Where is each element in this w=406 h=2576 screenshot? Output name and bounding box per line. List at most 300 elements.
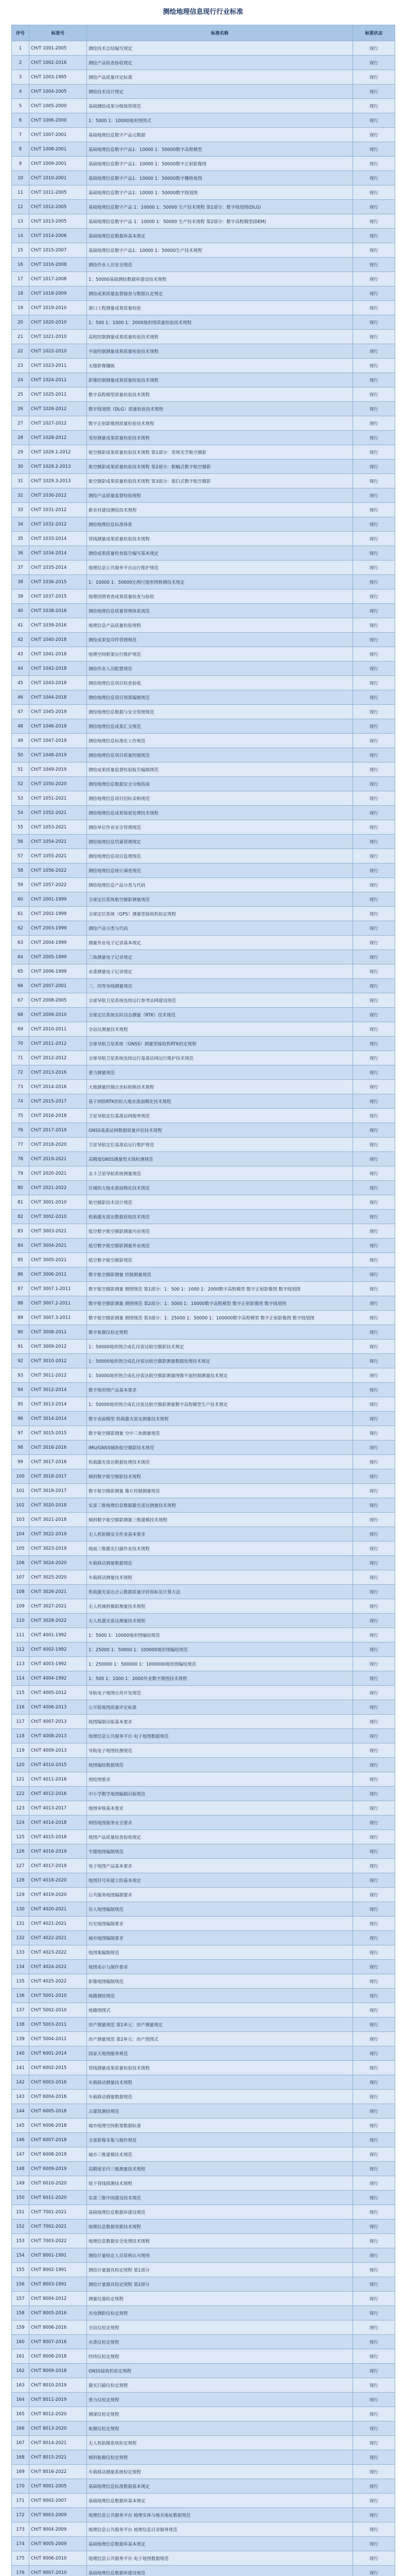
cell-status: 现行 [353,1585,395,1599]
cell-status: 现行 [353,705,395,719]
cell-status: 现行 [353,1051,395,1065]
cell-no: 164 [12,2393,29,2407]
table-row [12,1138,395,1152]
cell-name: 基础地理信息数据库建设规范 [87,2566,353,2576]
cell-status: 现行 [353,503,395,517]
cell-code: CH/T 6011-2020 [29,2191,87,2205]
cell-code: CH/T 1008-2001 [29,142,87,157]
cell-name: 测绘产品检查验收规定 [87,56,353,70]
cell-no: 10 [12,171,29,185]
cell-code: CH/T 2005-1999 [29,950,87,964]
cell-code: CH/T 2001-1999 [29,892,87,907]
table-row [12,1902,395,1917]
cell-no: 5 [12,99,29,113]
cell-name: 测绘地理信息项目检查验收 [87,676,353,690]
cell-status: 现行 [353,1253,395,1267]
cell-name: 测绘产品质量评定标准 [87,70,353,84]
cell-code: CH/T 1014-2006 [29,229,87,243]
table-row [12,2292,395,2306]
cell-status: 现行 [353,892,395,907]
cell-no: 36 [12,546,29,561]
cell-code: CH/T 1015-2007 [29,243,87,258]
cell-no: 125 [12,1830,29,1844]
cell-name: 地理空间框架运行维护规范 [87,647,353,662]
cell-code: CH/T 2007-2001 [29,979,87,993]
cell-no: 41 [12,618,29,633]
cell-name: 1：50000地形图合成孔径雷达航空摄影测量图像平面控制测量技术规定 [87,1368,353,1383]
cell-no: 32 [12,488,29,503]
table-row [12,964,395,979]
table-row [12,1844,395,1859]
cell-name: 基础地理信息标准数据基本规定 [87,2479,353,2494]
cell-no: 131 [12,1917,29,1931]
cell-code: CH/T 4003-1992 [29,1657,87,1671]
cell-status: 现行 [353,1513,395,1527]
cell-code: CH/T 6008-2019 [29,2147,87,2162]
cell-code: CH/T 1037-2015 [29,589,87,604]
cell-code: CH/T 3016-2016 [29,1440,87,1455]
table-row [12,2479,395,2494]
cell-code: CH/T 1013-2005 [29,214,87,229]
table-row [12,2551,395,2566]
cell-no: 7 [12,128,29,142]
cell-status: 现行 [353,1541,395,1556]
table-row [12,921,395,936]
cell-name: 高精度室内三维测量技术规程 [87,2162,353,2176]
cell-status: 现行 [353,2494,395,2508]
table-row [12,561,395,575]
cell-no: 59 [12,878,29,892]
cell-status: 现行 [353,1686,395,1700]
cell-status: 现行 [353,1873,395,1888]
cell-name: 测绘地理信息成果汇交规范 [87,719,353,734]
table-row [12,1686,395,1700]
cell-no: 78 [12,1152,29,1166]
cell-no: 99 [12,1455,29,1469]
cell-name: 地籍测绘规范 [87,1989,353,2003]
cell-name: 重力测量规范 [87,1065,353,1080]
cell-name: 航空摄影成果质量检验技术规程 第2部分：框幅式数字航空摄影 [87,460,353,474]
cell-no: 171 [12,2494,29,2508]
cell-no: 132 [12,1931,29,1945]
cell-name: 测绘成果质量监督检验报告编制规范 [87,762,353,777]
cell-code: CH/T 1041-2018 [29,647,87,662]
table-row [12,2494,395,2508]
cell-status: 现行 [353,128,395,142]
cell-status: 现行 [353,532,395,546]
cell-no: 159 [12,2320,29,2335]
table-row [12,1758,395,1772]
table-row [12,1801,395,1816]
cell-code: CH/T 1028-2012 [29,431,87,445]
cell-status: 现行 [353,2537,395,2551]
cell-code: CH/T 8009-2018 [29,2364,87,2378]
table-row [12,1152,395,1166]
cell-no: 113 [12,1657,29,1671]
cell-name: 公开版地图质量评定标准 [87,1700,353,1715]
cell-no: 105 [12,1541,29,1556]
cell-name: 测绘计量检定人员资格认可规则 [87,2248,353,2263]
cell-name: 车载移动测量系统检定规程 [87,2465,353,2479]
cell-name: 地面三维激光扫描作业技术规程 [87,1541,353,1556]
cell-no: 95 [12,1397,29,1412]
cell-no: 106 [12,1556,29,1570]
cell-no: 130 [12,1902,29,1917]
cell-status: 现行 [353,1614,395,1628]
cell-name: 测绘成果质量监督抽查与数据认定规定 [87,286,353,301]
table-row [12,488,395,503]
cell-name: 测绘产品分类与代码 [87,921,353,936]
cell-code: CH/T 2010-2011 [29,1022,87,1037]
table-row [12,503,395,517]
cell-name: 地籍图图式 [87,2003,353,2018]
cell-status: 现行 [353,734,395,748]
cell-no: 18 [12,286,29,301]
table-row [12,1527,395,1541]
cell-status: 现行 [353,373,395,387]
cell-status: 现行 [353,561,395,575]
cell-status: 现行 [353,258,395,272]
table-row [12,1743,395,1758]
cell-code: CH/T 4006-2013 [29,1700,87,1715]
cell-name: 地理信息数据安全处理技术规程 [87,2234,353,2248]
cell-status: 现行 [353,1844,395,1859]
cell-status: 现行 [353,2378,395,2393]
cell-status: 现行 [353,243,395,258]
cell-no: 157 [12,2292,29,2306]
cell-name: 测绘作业人员配置规范 [87,662,353,676]
cell-name: 地理信息产品质量检验规程 [87,618,353,633]
table-row [12,1974,395,1989]
cell-no: 109 [12,1599,29,1614]
cell-no: 163 [12,2378,29,2393]
table-row [12,2537,395,2551]
cell-no: 154 [12,2248,29,2263]
table-row [12,979,395,993]
cell-no: 165 [12,2407,29,2421]
cell-code: CH/T 1054-2021 [29,835,87,849]
cell-code: CH/T 6004-2016 [29,2090,87,2104]
cell-name: 测绘地理信息成果保密处理技术规程 [87,806,353,820]
cell-code: CH/T 9003-2009 [29,2508,87,2522]
cell-status: 现行 [353,517,395,532]
cell-status: 现行 [353,1325,395,1340]
cell-name: 1：250000 1：500000 1：1000000地形图编绘规范 [87,1657,353,1671]
cell-no: 1 [12,41,29,56]
cell-status: 现行 [353,633,395,647]
cell-code: CH/T 8001-1991 [29,2248,87,2263]
cell-code: CH/T 8005-2016 [29,2306,87,2320]
cell-name: 北斗卫星导航系统测量规范 [87,1166,353,1181]
cell-status: 现行 [353,849,395,863]
cell-status: 现行 [353,1094,395,1109]
table-row [12,820,395,835]
cell-no: 74 [12,1094,29,1109]
cell-code: CH/T 2019-2021 [29,1152,87,1166]
cell-name: 测绘地理信息标准化工作规范 [87,734,353,748]
cell-name: 1：50000地形图合成孔径雷达航空摄影技术规定 [87,1340,353,1354]
cell-name: 测绘地理信息项目质量控制规范 [87,748,353,762]
cell-status: 现行 [353,2335,395,2349]
cell-code: CH/T 2020-2021 [29,1166,87,1181]
cell-status: 现行 [353,1830,395,1844]
cell-name: 三、四等导线测量规范 [87,979,353,993]
table-row [12,2436,395,2450]
cell-status: 现行 [353,1772,395,1787]
cell-no: 115 [12,1686,29,1700]
cell-status: 现行 [353,2566,395,2576]
cell-name: 公共服务地图编制要求 [87,1888,353,1902]
cell-code: CH/T 1002-2016 [29,56,87,70]
cell-status: 现行 [353,647,395,662]
table-row [12,445,395,460]
table-row [12,546,395,561]
cell-no: 64 [12,950,29,964]
cell-code: CH/T 1051-2021 [29,791,87,806]
cell-code: CH/T 3012-2014 [29,1383,87,1397]
cell-code: CH/T 2015-2017 [29,1094,87,1109]
cell-no: 126 [12,1844,29,1859]
cell-code: CH/T 8003-1991 [29,2277,87,2292]
cell-status: 现行 [353,1022,395,1037]
cell-status: 现行 [353,1354,395,1368]
cell-name: 倾斜数字航空摄影测量三维建模技术规程 [87,1513,353,1527]
cell-name: GNSS接收机检定规程 [87,2364,353,2378]
cell-status: 现行 [353,2032,395,2046]
cell-code: CH/T 2017-2019 [29,1123,87,1138]
cell-no: 138 [12,2018,29,2032]
cell-status: 现行 [353,474,395,488]
cell-no: 112 [12,1642,29,1657]
table-row [12,70,395,84]
cell-status: 现行 [353,1859,395,1873]
cell-no: 43 [12,647,29,662]
cell-no: 100 [12,1469,29,1484]
cell-name: 基础地理信息数字产品1：10000 1：50000数字线划图 [87,185,353,200]
cell-name: 数字地形图产品基本要求 [87,1383,353,1397]
cell-no: 170 [12,2479,29,2494]
header-no: 序号 [12,25,29,41]
cell-code: CH/T 1029.3-2013 [29,474,87,488]
cell-status: 现行 [353,416,395,431]
cell-name: 测量外业电子记录基本规定 [87,936,353,950]
cell-name: 基础地理信息数字产品1：10000 1：50000数字高程模型 [87,142,353,157]
cell-code: CH/T 1021-2010 [29,330,87,344]
cell-code: CH/T 6009-2019 [29,2162,87,2176]
cell-code: CH/T 4009-2013 [29,1743,87,1758]
cell-name: 测绘成果质量检查报告编写基本规定 [87,546,353,561]
cell-name: 低空数字航空摄影测量外业规范 [87,1239,353,1253]
cell-code: CH/T 4016-2019 [29,1844,87,1859]
table-row [12,1426,395,1440]
cell-no: 101 [12,1484,29,1498]
cell-code: CH/T 2016-2018 [29,1109,87,1123]
table-row [12,1094,395,1109]
cell-name: 平面控制测量成果质量检验技术规程 [87,344,353,359]
cell-status: 现行 [353,863,395,878]
cell-name: 倾斜航摄仪检定规程 [87,2450,353,2465]
cell-name: 全球定位系统实时动态测量（RTK）技术规范 [87,1008,353,1022]
cell-name: 导航电子地图检测规范 [87,1743,353,1758]
table-row [12,1585,395,1599]
cell-no: 16 [12,258,29,272]
cell-name: 测绘地理信息项目预算编制规范 [87,690,353,705]
cell-code: CH/T 4015-2018 [29,1830,87,1844]
table-row [12,2364,395,2378]
cell-code: CH/T 3006-2011 [29,1267,87,1282]
cell-no: 56 [12,835,29,849]
cell-code: CH/T 3005-2021 [29,1253,87,1267]
table-row [12,243,395,258]
cell-status: 现行 [353,113,395,128]
cell-name: 变形测量成果质量检验技术规程 [87,431,353,445]
cell-no: 81 [12,1195,29,1210]
cell-name: 无人机倾斜摄影测量技术规程 [87,1599,353,1614]
cell-name: 激光扫描仪检定规程 [87,2378,353,2393]
cell-status: 现行 [353,56,395,70]
cell-no: 14 [12,229,29,243]
cell-name: 1：5000 1：10000地形图图式 [87,113,353,128]
cell-no: 65 [12,964,29,979]
cell-code: CH/T 1025-2011 [29,387,87,402]
cell-code: CH/T 5003-2011 [29,2018,87,2032]
table-row [12,2104,395,2119]
cell-name: 中小学教学地图编制出版规范 [87,1787,353,1801]
cell-status: 现行 [353,1311,395,1325]
cell-code: CH/T 3013-2014 [29,1397,87,1412]
cell-no: 176 [12,2566,29,2576]
cell-no: 34 [12,517,29,532]
table-row [12,171,395,185]
cell-status: 现行 [353,589,395,604]
table-row [12,1008,395,1022]
cell-no: 133 [12,1945,29,1960]
cell-code: CH/T 9007-2010 [29,2566,87,2576]
cell-name: 重力仪检定规程 [87,2393,353,2407]
table-row [12,214,395,229]
cell-name: 航空摄影技术设计规范 [87,1195,353,1210]
cell-no: 70 [12,1037,29,1051]
table-row [12,1787,395,1801]
table-row [12,2421,395,2436]
cell-no: 68 [12,1008,29,1022]
cell-code: CH/T 1007-2001 [29,128,87,142]
cell-no: 166 [12,2421,29,2436]
table-row [12,229,395,243]
cell-name: 网络地图服务安全要求 [87,1816,353,1830]
cell-code: CH/T 1004-2005 [29,84,87,99]
cell-no: 135 [12,1974,29,1989]
cell-name: 测绘地理信息统计调查规范 [87,863,353,878]
cell-status: 现行 [353,2061,395,2075]
table-row [12,286,395,301]
cell-no: 38 [12,575,29,589]
cell-code: CH/T 8004-2012 [29,2292,87,2306]
cell-no: 50 [12,748,29,762]
cell-code: CH/T 1006-2000 [29,113,87,128]
cell-code: CH/T 1050-2020 [29,777,87,791]
cell-code: CH/T 4007-2013 [29,1715,87,1729]
cell-code: CH/T 3020-2018 [29,1498,87,1513]
cell-status: 现行 [353,2349,395,2364]
cell-code: CH/T 3003-2021 [29,1224,87,1239]
cell-status: 现行 [353,431,395,445]
cell-code: CH/T 4021-2021 [29,1917,87,1931]
cell-name: 区域似大地水准面精化技术规范 [87,1181,353,1195]
cell-name: 盲人地图编制规范 [87,1902,353,1917]
cell-no: 103 [12,1513,29,1527]
cell-code: CH/T 1045-2019 [29,705,87,719]
table-row [12,532,395,546]
table-row [12,1700,395,1715]
cell-status: 现行 [353,1109,395,1123]
cell-status: 现行 [353,1282,395,1296]
table-row [12,2320,395,2335]
cell-code: CH/T 2018-2020 [29,1138,87,1152]
cell-no: 140 [12,2046,29,2061]
cell-name: 地理信息公共服务平台 电子地图数据规范 [87,2551,353,2566]
cell-no: 88 [12,1296,29,1311]
table-row [12,1931,395,1945]
table-row [12,1888,395,1902]
cell-status: 现行 [353,1008,395,1022]
cell-code: CH/T 1003-1995 [29,70,87,84]
cell-code: CH/T 9005-2009 [29,2537,87,2551]
cell-no: 116 [12,1700,29,1715]
table-row [12,359,395,373]
cell-name: 地理信息公共服务平台 地理信息目录服务规范 [87,2522,353,2537]
cell-no: 136 [12,1989,29,2003]
cell-code: CH/T 1001-2005 [29,41,87,56]
table-row [12,2133,395,2147]
cell-code: CH/T 8012-2020 [29,2407,87,2421]
cell-name: 1：50000地形图合成孔径雷达航空摄影测量数据处理技术规定 [87,1354,353,1368]
table-row [12,1628,395,1642]
cell-code: CH/T 4010-2015 [29,1758,87,1772]
cell-status: 现行 [353,315,395,330]
table-row [12,705,395,719]
table-row [12,128,395,142]
table-row [12,517,395,532]
cell-status: 现行 [353,460,395,474]
cell-code: CH/T 1026-2012 [29,402,87,416]
cell-name: 机载激光雷达数据获取技术规范 [87,1210,353,1224]
table-row [12,2522,395,2537]
cell-code: CH/T 1020-2010 [29,315,87,330]
cell-code: CH/T 1018-2009 [29,286,87,301]
cell-code: CH/T 7003-2022 [29,2234,87,2248]
table-row [12,1440,395,1455]
cell-status: 现行 [353,993,395,1008]
table-row [12,2191,395,2205]
cell-status: 现行 [353,2176,395,2191]
cell-no: 173 [12,2522,29,2537]
cell-no: 160 [12,2335,29,2349]
cell-no: 84 [12,1239,29,1253]
cell-code: CH/T 3014-2014 [29,1412,87,1426]
cell-name: 全站仪测量技术规程 [87,1022,353,1037]
table-row [12,2090,395,2104]
table-row [12,1989,395,2003]
cell-status: 现行 [353,1412,395,1426]
cell-name: 地图表示与制作要求 [87,1960,353,1974]
cell-code: CH/T 4017-2019 [29,1859,87,1873]
cell-name: 基于网络RTK的似大地水准面精化技术规程 [87,1094,353,1109]
cell-status: 现行 [353,2219,395,2234]
table-row [12,633,395,647]
cell-code: CH/T 1035-2014 [29,561,87,575]
cell-no: 175 [12,2551,29,2566]
